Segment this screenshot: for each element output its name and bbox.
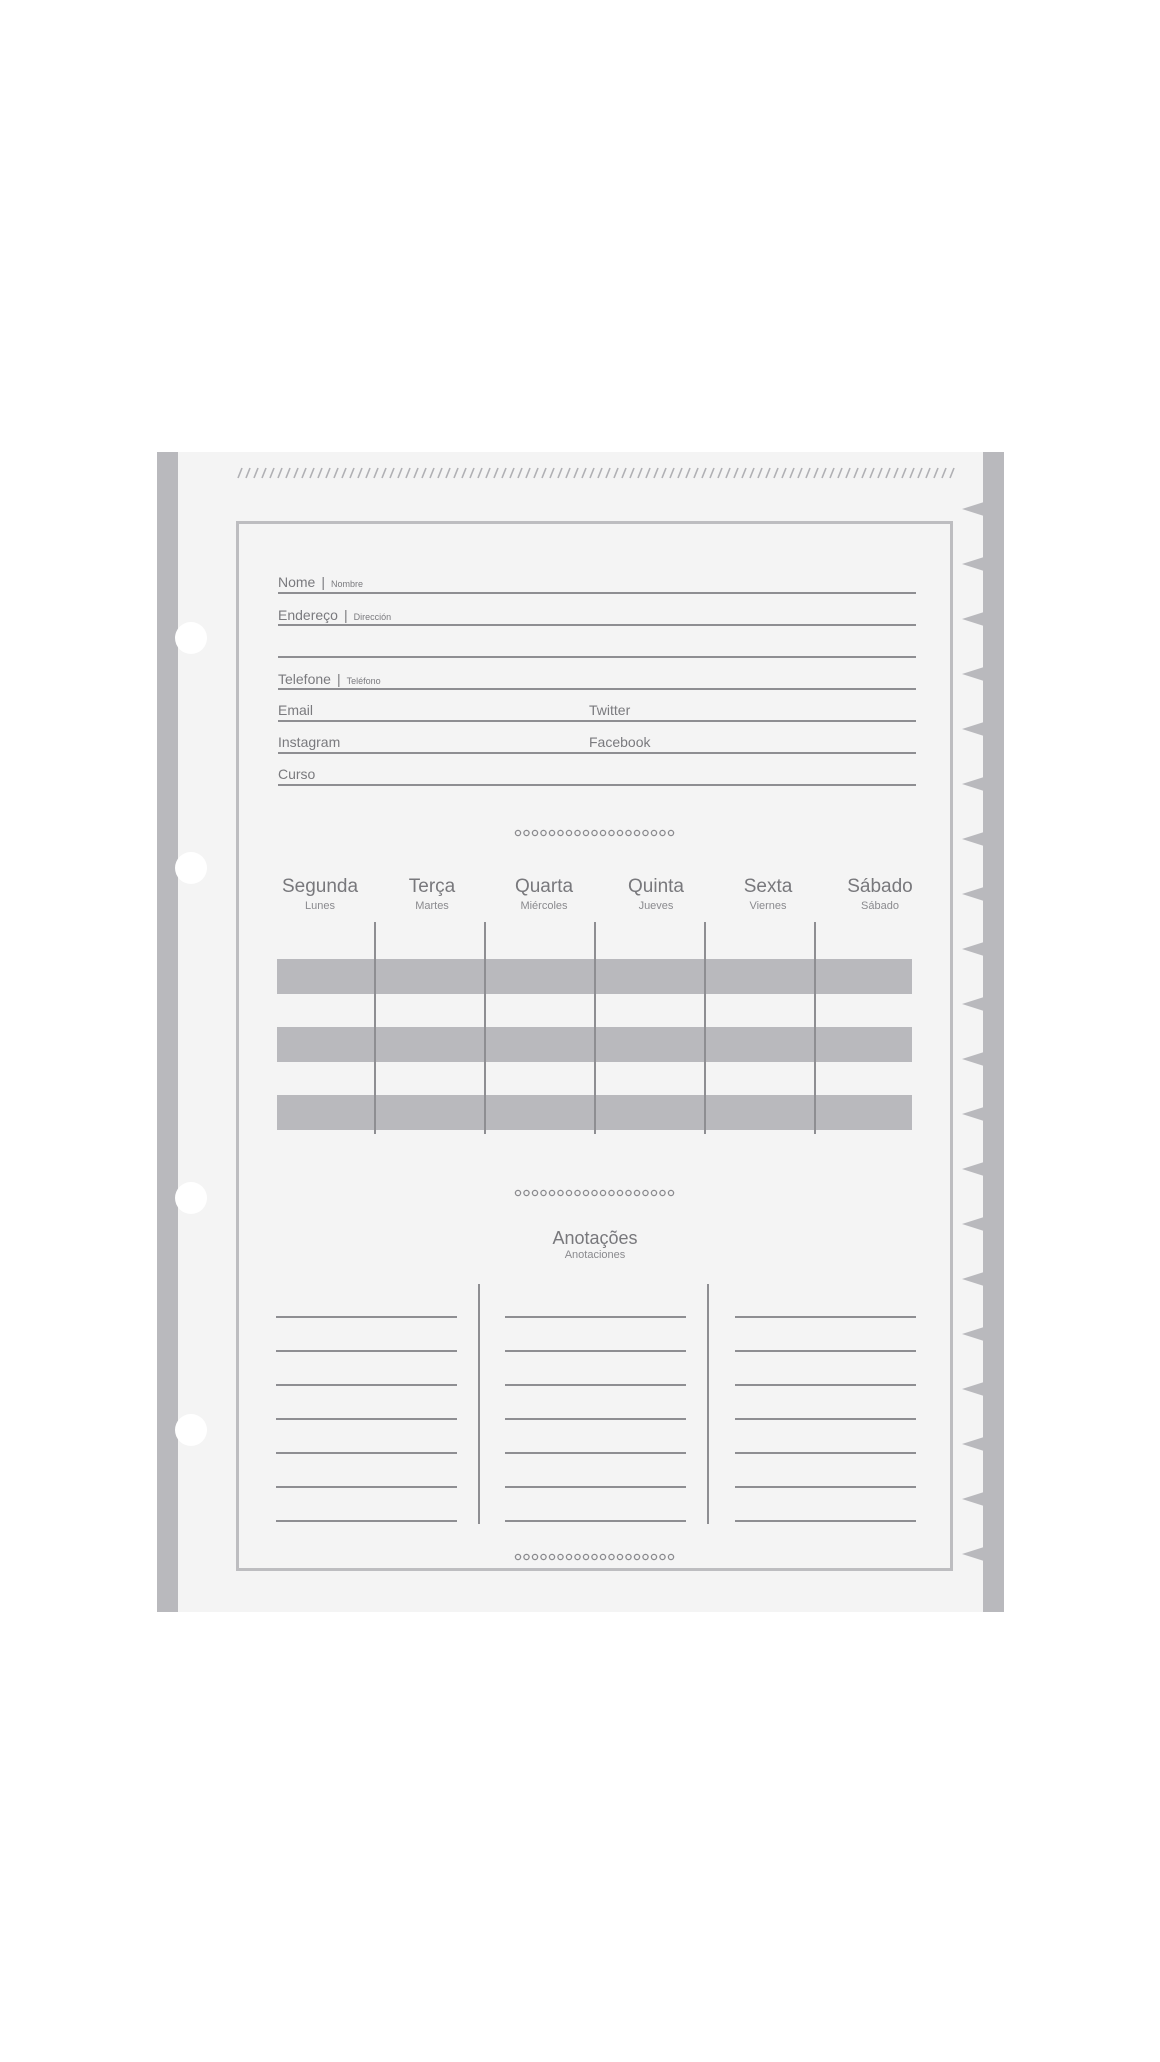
binder-hole [175, 1182, 207, 1214]
index-tab [962, 1217, 984, 1231]
notes-line[interactable] [735, 1350, 916, 1352]
hatch-stroke [326, 468, 330, 478]
separator-dot [592, 1190, 597, 1195]
binder-hole [175, 1414, 207, 1446]
separator-dot [651, 830, 656, 835]
separator-dot [660, 830, 665, 835]
hatch-stroke [774, 468, 778, 478]
index-tab [962, 942, 984, 956]
notes-line[interactable] [735, 1520, 916, 1522]
index-tab [962, 1052, 984, 1066]
separator-dot [515, 1190, 520, 1195]
separator-dot [609, 1554, 614, 1559]
hatch-stroke [334, 468, 338, 478]
separator-dot [600, 1554, 605, 1559]
hatch-stroke [630, 468, 634, 478]
hatch-stroke [550, 468, 554, 478]
separator-dot [617, 1554, 622, 1559]
separator-dot [532, 1190, 537, 1195]
hatch-stroke [622, 468, 626, 478]
twitter-label: Twitter [589, 702, 631, 718]
separator-dot [566, 1554, 571, 1559]
day-header-saturday: Sábado Sábado [847, 876, 913, 912]
hatch-stroke [838, 468, 842, 478]
separator-dot [549, 1190, 554, 1195]
notes-line[interactable] [505, 1384, 686, 1386]
hatch-stroke [694, 468, 698, 478]
hatch-stroke [950, 468, 954, 478]
schedule-column-divider [484, 922, 486, 1134]
hatch-stroke [526, 468, 530, 478]
hatch-stroke [710, 468, 714, 478]
separator-dot [541, 1554, 546, 1559]
separator-dot [558, 1554, 563, 1559]
hatch-stroke [398, 468, 402, 478]
separator-dot [524, 830, 529, 835]
name-field[interactable] [278, 592, 916, 594]
name-label: Nome | Nombre [278, 574, 364, 590]
hatch-stroke [702, 468, 706, 478]
separator-dot [617, 830, 622, 835]
separator-dot [626, 1554, 631, 1559]
notes-line[interactable] [735, 1316, 916, 1318]
hatch-stroke [590, 468, 594, 478]
separator-dot [617, 1190, 622, 1195]
notes-line[interactable] [276, 1486, 457, 1488]
right-index-strip [983, 452, 1004, 1612]
course-label: Curso [278, 766, 316, 782]
index-tab [962, 1547, 984, 1561]
hatch-stroke [766, 468, 770, 478]
notes-line[interactable] [276, 1418, 457, 1420]
email-label: Email [278, 702, 314, 718]
separator-dot [626, 830, 631, 835]
hatch-stroke [302, 468, 306, 478]
hatch-stroke [518, 468, 522, 478]
index-tab [962, 1437, 984, 1451]
index-tab [962, 887, 984, 901]
separator-dot [609, 830, 614, 835]
separator-dot [643, 1554, 648, 1559]
hatch-stroke [606, 468, 610, 478]
hatch-stroke [758, 468, 762, 478]
hatch-stroke [822, 468, 826, 478]
separator-dot [515, 830, 520, 835]
separator-dot [575, 1554, 580, 1559]
hatch-stroke [614, 468, 618, 478]
hatch-stroke [902, 468, 906, 478]
separator-dot [583, 830, 588, 835]
day-header-friday: Sexta Viernes [743, 876, 793, 912]
hatch-stroke [742, 468, 746, 478]
left-binding-strip [157, 452, 178, 1612]
hatch-stroke [814, 468, 818, 478]
separator-dot [575, 1190, 580, 1195]
separator-dot [643, 1190, 648, 1195]
hatch-stroke [646, 468, 650, 478]
separator-dot [566, 1190, 571, 1195]
separator-dot [660, 1554, 665, 1559]
hatch-stroke [502, 468, 506, 478]
dot-separator [514, 828, 676, 838]
index-tab [962, 722, 984, 736]
schedule-column-divider [374, 922, 376, 1134]
binder-hole [175, 622, 207, 654]
separator-dot [592, 1554, 597, 1559]
course-field[interactable] [278, 784, 916, 786]
separator-dot [583, 1554, 588, 1559]
separator-dot [668, 830, 673, 835]
notes-column-divider [707, 1284, 709, 1524]
dot-separator [514, 1188, 676, 1198]
separator-dot [515, 1554, 520, 1559]
hatch-stroke [598, 468, 602, 478]
hatch-stroke [806, 468, 810, 478]
binder-hole [175, 852, 207, 884]
hatch-stroke [830, 468, 834, 478]
dot-separator [514, 1552, 676, 1562]
address-field[interactable] [278, 624, 916, 626]
hatch-stroke [310, 468, 314, 478]
hatch-stroke [286, 468, 290, 478]
separator-dot [524, 1190, 529, 1195]
separator-dot [600, 1190, 605, 1195]
hatch-stroke [542, 468, 546, 478]
hatch-stroke [654, 468, 658, 478]
hatch-stroke [782, 468, 786, 478]
day-header-wednesday: Quarta Miércoles [514, 876, 574, 912]
separator-dot [541, 1190, 546, 1195]
hatch-stroke [406, 468, 410, 478]
hatch-stroke [246, 468, 250, 478]
instagram-label: Instagram [278, 734, 341, 750]
hatch-stroke [318, 468, 322, 478]
hatch-stroke [686, 468, 690, 478]
hatch-stroke [878, 468, 882, 478]
schedule-column-divider [814, 922, 816, 1134]
hatch-stroke [278, 468, 282, 478]
notes-line[interactable] [505, 1452, 686, 1454]
notes-line[interactable] [735, 1486, 916, 1488]
hatch-stroke [862, 468, 866, 478]
index-tab [962, 832, 984, 846]
hatch-stroke [510, 468, 514, 478]
day-header-tuesday: Terça Martes [408, 876, 456, 912]
hatch-stroke [678, 468, 682, 478]
hatch-stroke [254, 468, 258, 478]
phone-label: Telefone | Teléfono [278, 671, 381, 687]
day-header-thursday: Quinta Jueves [628, 876, 684, 912]
notes-line[interactable] [735, 1452, 916, 1454]
separator-dot [549, 1554, 554, 1559]
separator-dot [541, 830, 546, 835]
notes-line[interactable] [505, 1350, 686, 1352]
hatch-stroke [478, 468, 482, 478]
hatch-stroke [718, 468, 722, 478]
index-tab [962, 557, 984, 571]
separator-dot [634, 1190, 639, 1195]
notes-line[interactable] [276, 1350, 457, 1352]
address-label: Endereço | Dirección [278, 607, 392, 623]
hatch-stroke [854, 468, 858, 478]
hatch-stroke [462, 468, 466, 478]
hatch-stroke [470, 468, 474, 478]
hatch-stroke [558, 468, 562, 478]
hatch-stroke [294, 468, 298, 478]
hatch-stroke [430, 468, 434, 478]
hatch-stroke [454, 468, 458, 478]
hatch-pattern [236, 466, 956, 480]
hatch-stroke [894, 468, 898, 478]
notes-line[interactable] [505, 1316, 686, 1318]
hatch-stroke [582, 468, 586, 478]
separator-dot [626, 1190, 631, 1195]
hatch-stroke [870, 468, 874, 478]
hatch-stroke [670, 468, 674, 478]
index-tab [962, 1327, 984, 1341]
separator-dot [566, 830, 571, 835]
hatch-stroke [438, 468, 442, 478]
hatch-stroke [942, 468, 946, 478]
hatch-stroke [422, 468, 426, 478]
day-header-monday: Segunda Lunes [281, 876, 359, 912]
hatch-stroke [494, 468, 498, 478]
hatch-stroke [886, 468, 890, 478]
index-tab [962, 1272, 984, 1286]
separator-dot [609, 1190, 614, 1195]
notes-heading: Anotações Anotaciones [552, 1228, 638, 1261]
hatch-stroke [358, 468, 362, 478]
index-tab [962, 667, 984, 681]
address-field-line-2[interactable] [278, 656, 916, 658]
hatch-stroke [790, 468, 794, 478]
hatch-stroke [270, 468, 274, 478]
index-tab [962, 502, 984, 516]
separator-dot [558, 830, 563, 835]
hatch-stroke [846, 468, 850, 478]
hatch-stroke [750, 468, 754, 478]
hatch-stroke [534, 468, 538, 478]
notes-line[interactable] [276, 1452, 457, 1454]
separator-dot [583, 1190, 588, 1195]
hatch-stroke [350, 468, 354, 478]
hatch-stroke [342, 468, 346, 478]
separator-dot [651, 1190, 656, 1195]
schedule-column-divider [704, 922, 706, 1134]
hatch-stroke [638, 468, 642, 478]
separator-dot [651, 1554, 656, 1559]
hatch-stroke [918, 468, 922, 478]
hatch-stroke [382, 468, 386, 478]
hatch-stroke [734, 468, 738, 478]
separator-dot [532, 830, 537, 835]
hatch-stroke [366, 468, 370, 478]
schedule-column-divider [594, 922, 596, 1134]
separator-dot [660, 1190, 665, 1195]
notes-line[interactable] [276, 1520, 457, 1522]
index-tab [962, 612, 984, 626]
hatch-stroke [910, 468, 914, 478]
notes-line[interactable] [735, 1418, 916, 1420]
separator-dot [668, 1554, 673, 1559]
separator-dot [600, 830, 605, 835]
separator-dot [524, 1554, 529, 1559]
phone-field[interactable] [278, 688, 916, 690]
facebook-label: Facebook [589, 734, 651, 750]
separator-dot [558, 1190, 563, 1195]
notes-line[interactable] [735, 1384, 916, 1386]
hatch-stroke [486, 468, 490, 478]
notes-line[interactable] [505, 1520, 686, 1522]
hatch-stroke [238, 468, 242, 478]
separator-dot [549, 830, 554, 835]
hatch-stroke [390, 468, 394, 478]
separator-dot [634, 830, 639, 835]
hatch-stroke [574, 468, 578, 478]
hatch-stroke [934, 468, 938, 478]
index-tab [962, 1382, 984, 1396]
separator-dot [592, 830, 597, 835]
separator-dot [532, 1554, 537, 1559]
hatch-stroke [926, 468, 930, 478]
separator-dot [668, 1190, 673, 1195]
index-tab [962, 997, 984, 1011]
index-tab [962, 777, 984, 791]
instagram-facebook-field[interactable] [278, 752, 916, 754]
hatch-stroke [262, 468, 266, 478]
hatch-stroke [798, 468, 802, 478]
notes-line[interactable] [276, 1316, 457, 1318]
separator-dot [643, 830, 648, 835]
separator-dot [575, 830, 580, 835]
hatch-stroke [662, 468, 666, 478]
index-tab [962, 1107, 984, 1121]
notes-line[interactable] [505, 1486, 686, 1488]
hatch-stroke [414, 468, 418, 478]
hatch-stroke [446, 468, 450, 478]
index-tab [962, 1162, 984, 1176]
hatch-stroke [566, 468, 570, 478]
hatch-stroke [726, 468, 730, 478]
notes-line[interactable] [276, 1384, 457, 1386]
email-twitter-field[interactable] [278, 720, 916, 722]
hatch-stroke [374, 468, 378, 478]
index-tab [962, 1492, 984, 1506]
notes-line[interactable] [505, 1418, 686, 1420]
separator-dot [634, 1554, 639, 1559]
notes-column-divider [478, 1284, 480, 1524]
